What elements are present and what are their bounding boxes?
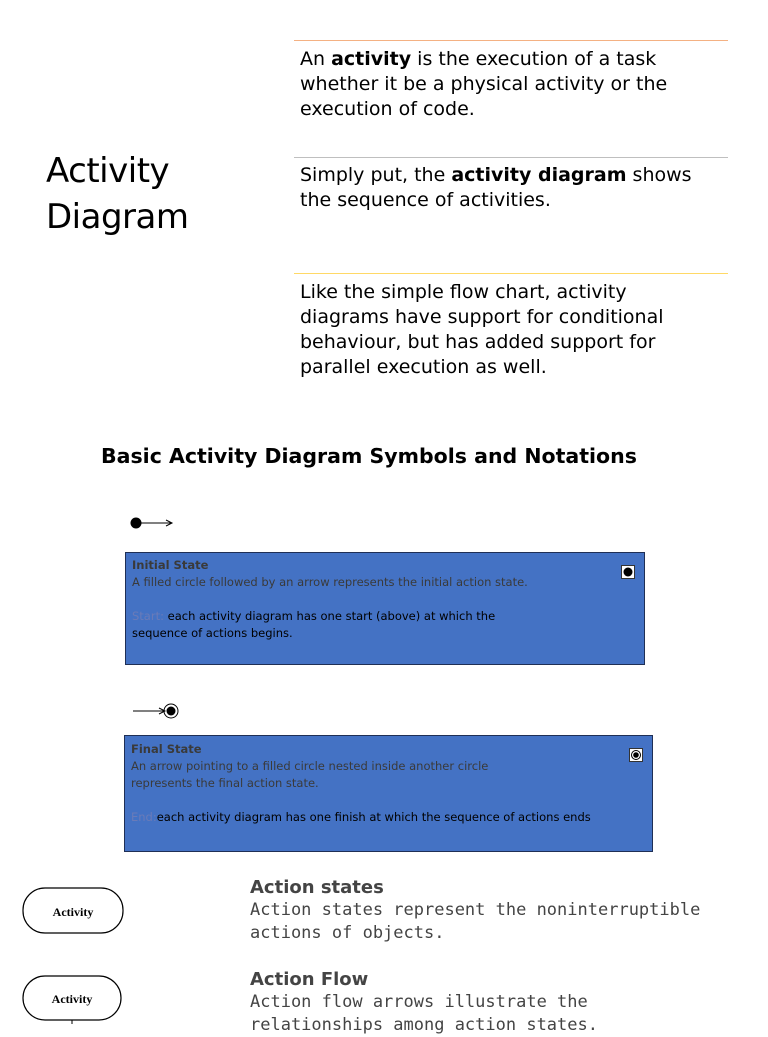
final-state-box: [124, 735, 653, 852]
initial-state-dim-label: Start:: [132, 609, 164, 623]
divider-yellow: [294, 273, 728, 274]
paragraph-activity-definition: [300, 47, 720, 122]
para1-text-bold: activity: [331, 48, 412, 70]
para2-text-pre: Simply put, the: [300, 164, 452, 186]
action-states-title: Action states: [250, 877, 384, 898]
paragraph-activity-diagram: [300, 163, 720, 213]
para1-text-pre: An: [300, 48, 332, 70]
action-state-pill-icon: [22, 887, 126, 935]
final-state-dim-label: End:: [131, 810, 157, 824]
action-flow-title: Action Flow: [250, 969, 369, 990]
final-state-body: each activity diagram has one finish at which the sequence of actions ends: [156, 810, 591, 824]
initial-state-badge-icon: [621, 565, 635, 579]
initial-state-body: each activity diagram has one start (above) at which the sequence of actions begins.: [132, 609, 496, 640]
action-state-pill-label: Activity: [52, 905, 94, 919]
slide-title: [46, 148, 266, 240]
slide-title-line-1: Activity: [46, 151, 170, 191]
para2-text-bold: activity diagram: [451, 164, 627, 186]
initial-state-box: [125, 552, 645, 665]
para2-text-post: shows the sequence of activities.: [300, 164, 692, 211]
final-state-description: An arrow pointing to a filled circle nested inside another circle represents the final action state.: [131, 759, 489, 790]
action-flow-pill-icon: [22, 975, 126, 1024]
section-title: Basic Activity Diagram Symbols and Notations: [101, 444, 637, 468]
action-flow-block: [250, 969, 710, 1037]
action-flow-pill-label: Activity: [51, 992, 93, 1006]
paragraph-flow-chart: Like the simple flow chart, activity diagrams have support for conditional behaviour, but has added support for parallel execution as well.: [300, 281, 664, 378]
divider-orange: [294, 40, 728, 41]
para1-text-post: is the execution of a task whether it be a physical activity or the execution of code.: [300, 48, 668, 120]
initial-state-heading: Initial State: [132, 558, 209, 572]
final-state-heading: Final State: [131, 742, 202, 756]
slide-title-line-2: Diagram: [46, 197, 189, 237]
divider-gray: [294, 157, 728, 158]
final-state-symbol-icon: [131, 701, 181, 721]
action-states-text: Action states represent the noninterruptible actions of objects.: [250, 900, 701, 943]
initial-state-symbol-icon: [128, 515, 178, 531]
action-states-block: [250, 877, 710, 945]
initial-state-description: A filled circle followed by an arrow represents the initial action state.: [132, 575, 528, 589]
final-state-badge-icon: [629, 748, 643, 762]
action-flow-text: Action flow arrows illustrate the relationships among action states.: [250, 992, 598, 1035]
